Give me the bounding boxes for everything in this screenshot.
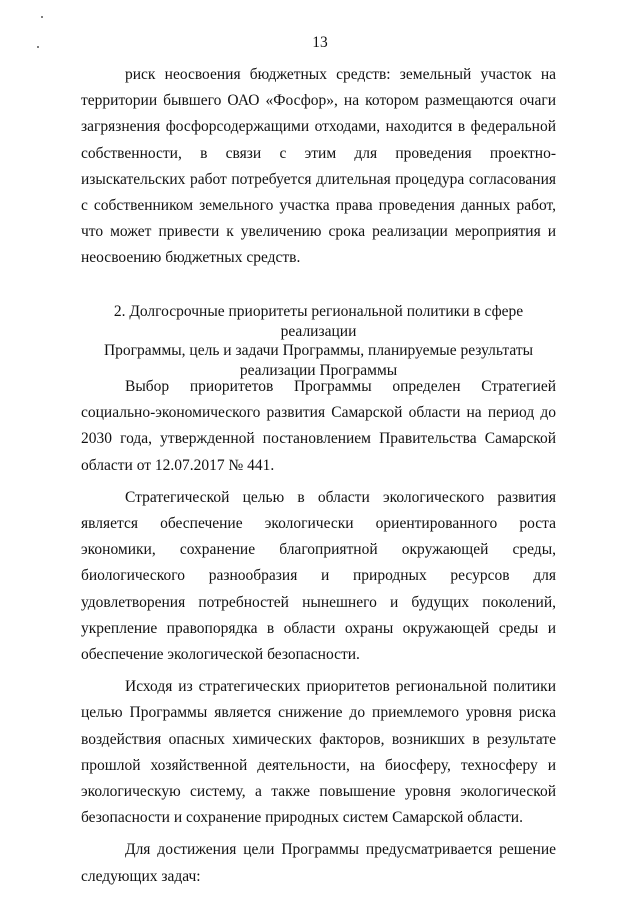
section-heading-line: 2. Долгосрочные приоритеты региональной политики в сфере реализации (113, 303, 524, 340)
intro-block (81, 62, 556, 272)
section-paragraph: Для достижения цели Программы предусматривается решение следующих задач: (81, 841, 556, 885)
intro-paragraph: риск неосвоения бюджетных средств: земельный участок на территории бывшего ОАО «Фосфор», на котором размещаются очаги загрязнения фосфорсодержащими отходами, находится в федеральной собственности, в связи с этим для проведения проектно-изыскательских работ потребуется длительная процедура согласования с собственником земельного участка права проведения данных работ, что может привести к увеличению срока реализации мероприятия и неосвоению бюджетных средств. (81, 66, 556, 267)
section-paragraph: Исходя из стратегических приоритетов региональной политики целью Программы является снижение до приемлемого уровня риска воздействия опасных химических факторов, возникших в результате прошлой хозяйственной деятельности, на биосферу, техносферу и экологическую систему, а также повышение уровня экологической безопасности и сохранение природных систем Самарской области. (81, 678, 556, 827)
section-heading (81, 302, 556, 380)
section-paragraph: Стратегической целью в области экологического развития является обеспечение экологически ориентированного роста экономики, сохранение благоприятной окружающей среды, биологического разнообразия и природных ресурсов для удовлетворения потребностей нынешнего и будущих поколений, укрепление правопорядка в области охраны окружающей среды и обеспечение экологической безопасности. (81, 488, 556, 664)
section-paragraph: Выбор приоритетов Программы определен Стратегией социально-экономического развития Самарской области на период до 2030 года, утвержденной постановлением Правительства Самарской области от 12.07.2017 № 441. (81, 378, 556, 474)
scan-artifact (41, 16, 43, 18)
section-heading-line: реализации Программы (239, 361, 398, 379)
section-heading-line: Программы, цель и задачи Программы, планируемые результаты (103, 342, 534, 359)
page-number: 13 (312, 34, 328, 51)
section-body (81, 374, 556, 890)
